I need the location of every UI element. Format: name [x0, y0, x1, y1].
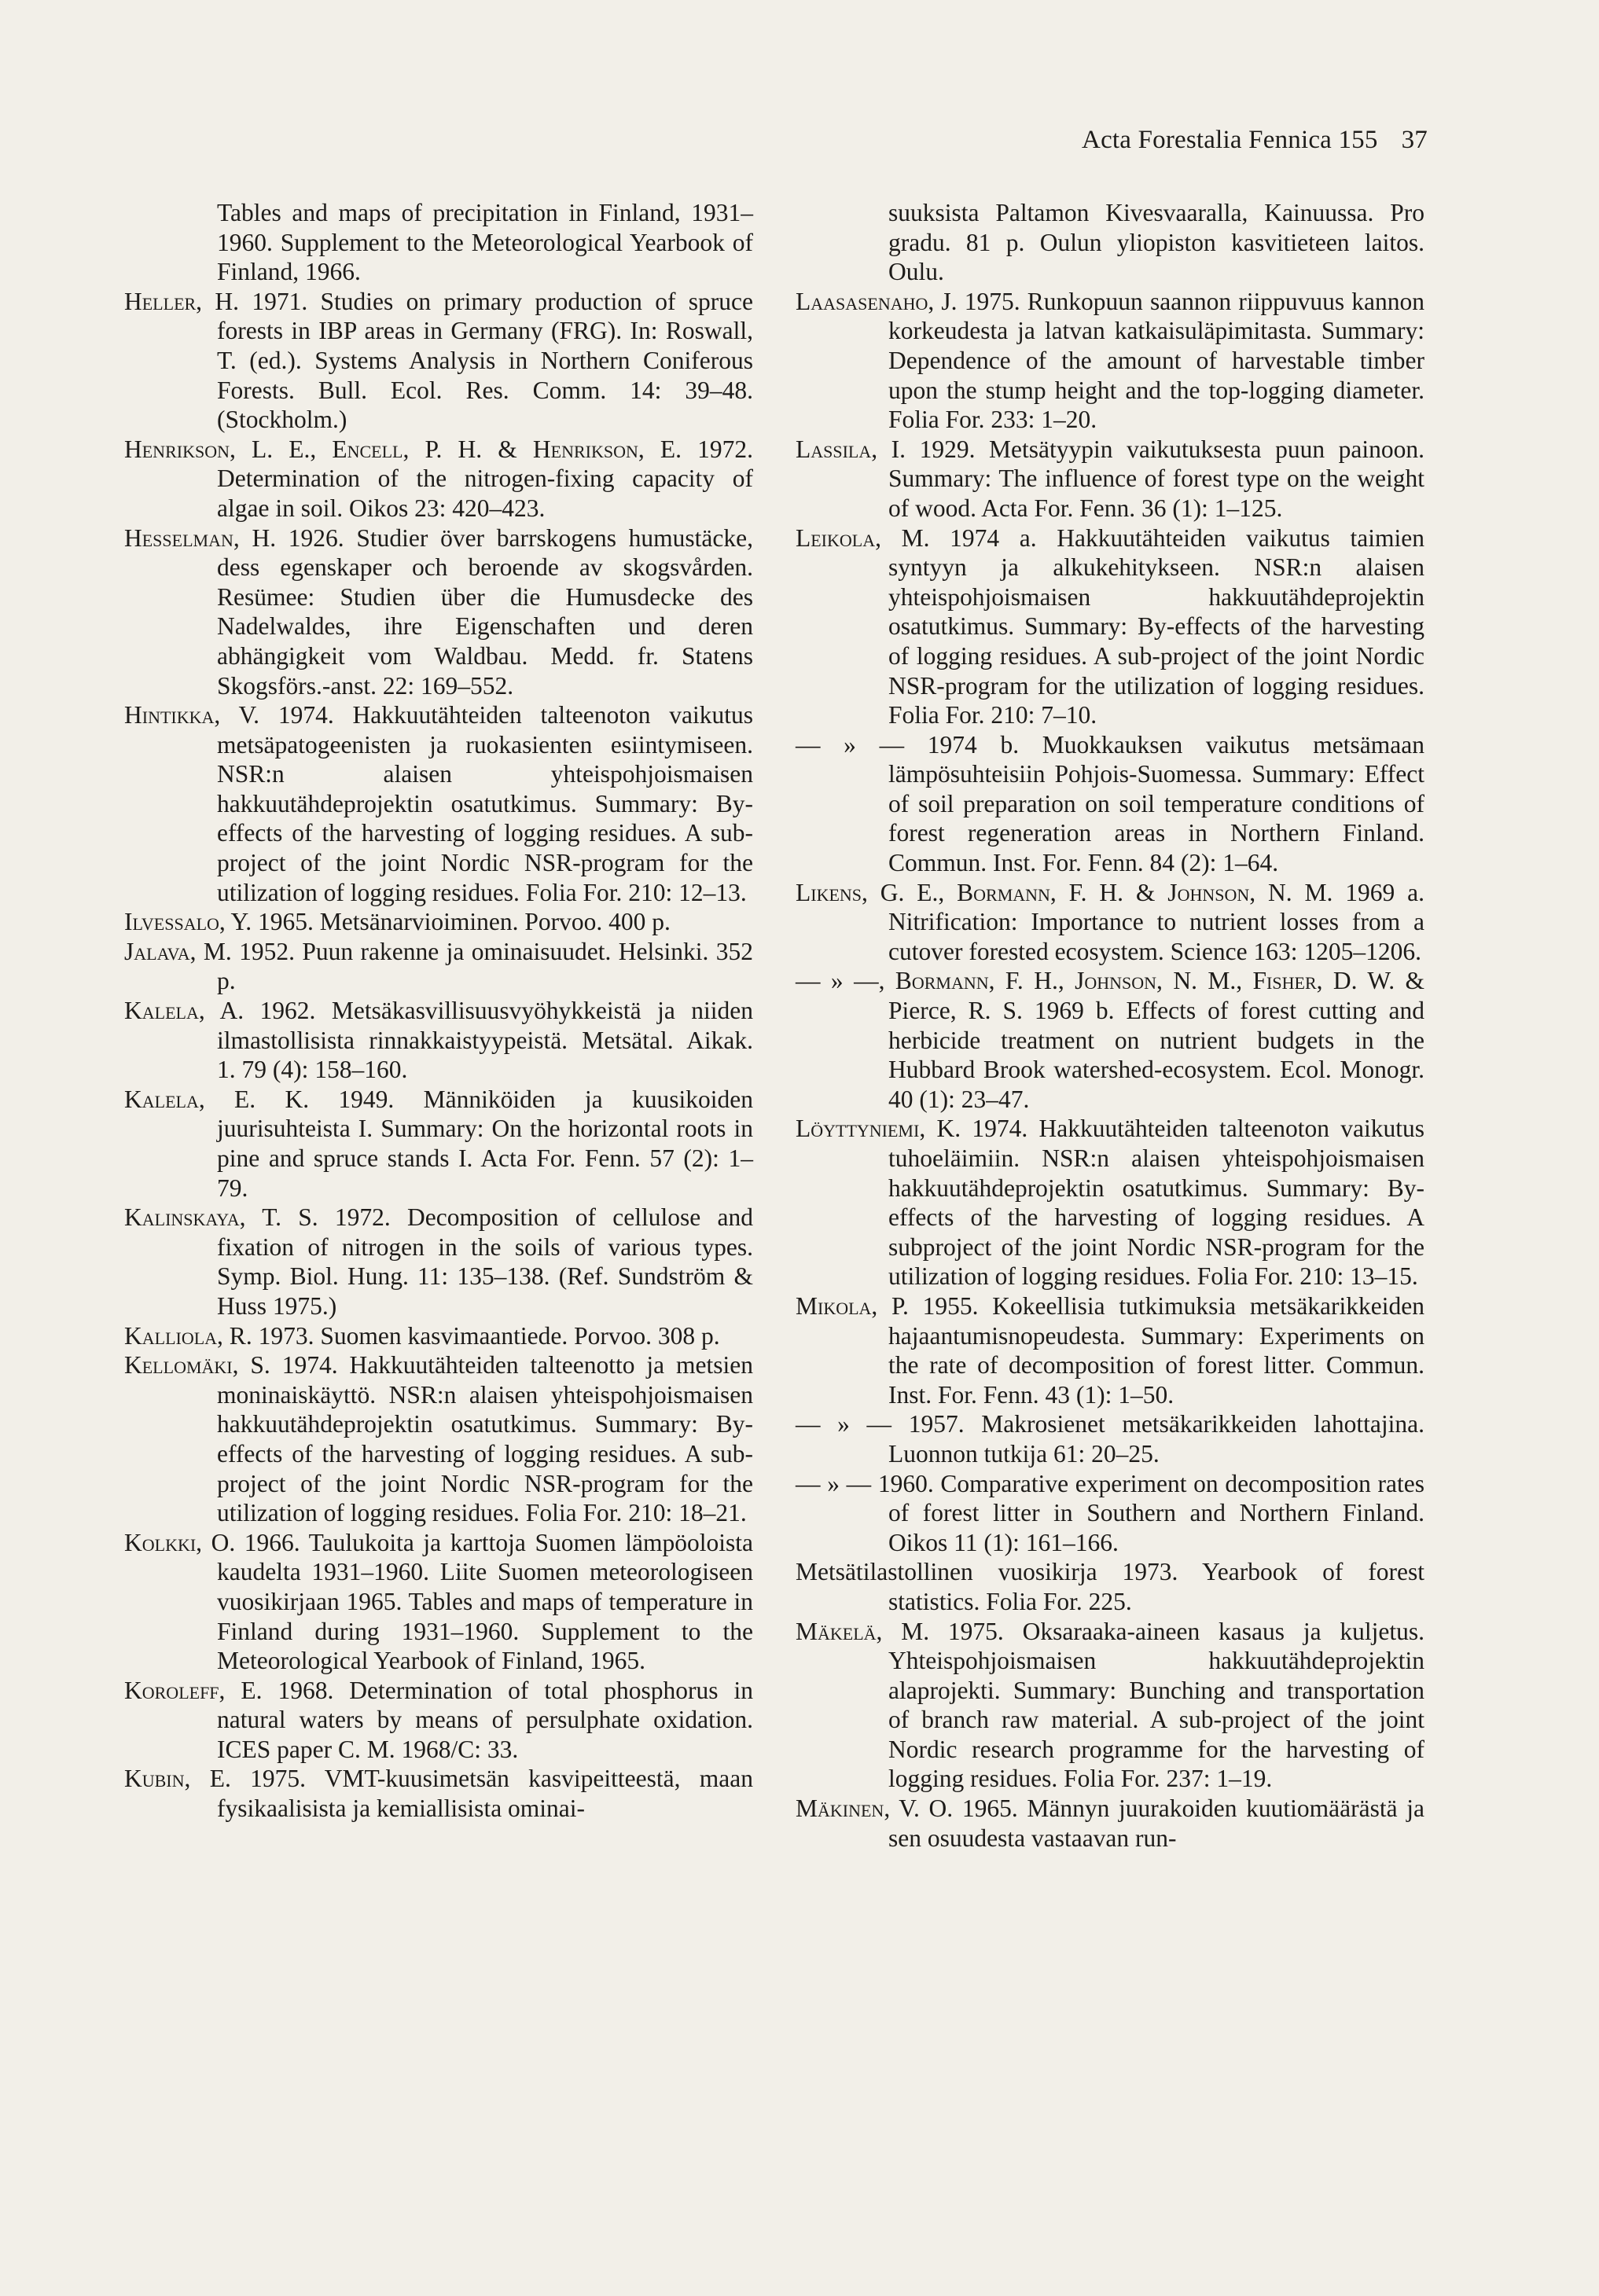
reference-author: Mäkelä, M. [796, 1617, 930, 1645]
reference-entry [796, 198, 1424, 287]
reference-entry [124, 1203, 753, 1321]
reference-entry [796, 1114, 1424, 1291]
reference-entry [796, 287, 1424, 435]
reference-entry [124, 700, 753, 907]
reference-entry [796, 1794, 1424, 1853]
reference-author: Henrikson, L. E., Encell, P. H. & Henrikson, [124, 435, 645, 463]
reference-text: 1974. Hakkuutähteiden talteenoton vaikutus tuhoeläimiin. NSR:n alaisen yhteispohjoismaisen hakkuutähdeprojektin osatutkimus. Summary: By-effects of the harvesting of logging residues. A subproject of the joint Nordic NSR-program for the utilization of logging residues. Folia For. 210: 13–15. [888, 1115, 1424, 1291]
reference-entry [124, 1676, 753, 1765]
reference-author: — » — [796, 1469, 872, 1497]
reference-entry [124, 198, 753, 287]
reference-entry [124, 1321, 753, 1351]
reference-entry [796, 435, 1424, 523]
reference-entry [124, 1764, 753, 1823]
page-number: 37 [1401, 126, 1428, 154]
reference-author: Laasasenaho, J. [796, 287, 958, 315]
reference-text: 1962. Metsäkasvillisuusvyöhykkeistä ja niiden ilmastollisista rinnakkaistyypeistä. Metsätal. Aikak. 1. 79 (4): 158–160. [217, 997, 754, 1084]
reference-author: Ilvessalo, Y. [124, 908, 252, 936]
reference-text: 1971. Studies on primary production of spruce forests in IBP areas in Germany (FRG). In: Roswall, T. (ed.). Systems Analysis in Northern Coniferous Forests. Bull. Ecol. Res. Comm. 14: 39–48. (Stockholm.) [217, 287, 753, 434]
reference-entry [124, 523, 753, 701]
reference-text: 1975. Runkopuun saannon riippuvuus kannon korkeudesta ja latvan katkaisuläpimitasta. Summary: Dependence of the amount of harvestable timber upon the stump height and the top-logging diameter. Folia For. 233: 1–20. [888, 287, 1424, 434]
reference-entry [796, 730, 1424, 878]
reference-text: E. 1972. Determination of the nitrogen-fixing capacity of algae in soil. Oikos 23: 420–423. [217, 435, 754, 522]
reference-author: Likens, G. E., Bormann, F. H. & Johnson, N. M. [796, 878, 1333, 906]
reference-text: 1966. Taulukoita ja karttoja Suomen lämpöoloista kaudelta 1931–1960. Liite Suomen meteorologiseen vuosikirjaan 1965. Tables and maps of temperature in Finland during 1931–1960. Supplement to the Meteorological Yearbook of Finland, 1965. [217, 1528, 753, 1675]
reference-entry [124, 287, 753, 435]
reference-author: Jalava, M. [124, 937, 232, 965]
reference-text: 1952. Puun rakenne ja ominaisuudet. Helsinki. 352 p. [217, 937, 753, 995]
reference-author: — » — [796, 1410, 892, 1438]
reference-entry [796, 966, 1424, 1114]
reference-author: Mikola, P. [796, 1291, 909, 1320]
reference-text: 1965. Metsänarvioiminen. Porvoo. 400 p. [252, 908, 671, 936]
reference-text: 1955. Kokeellisia tutkimuksia metsäkarikkeiden hajaantumisnopeudesta. Summary: Experiments on the rate of decomposition of forest litter. Commun. Inst. For. Fenn. 43 (1): 1–50. [888, 1291, 1424, 1409]
reference-author: Mäkinen, V. O. [796, 1795, 954, 1823]
reference-text: 1968. Determination of total phosphorus in natural waters by means of persulphate oxidation. ICES paper C. M. 1968/C: 33. [217, 1676, 753, 1763]
reference-author: Heller, H. [124, 287, 239, 315]
reference-text: 1974. Hakkuutähteiden talteenoton vaikutus metsäpatogeenisten ja ruokasienten esiintymiseen. NSR:n alaisen yhteispohjoismaisen hakkuutähdeprojektin osatutkimus. Summary: By-effects of the harvesting of logging residues. A sub-project of the joint Nordic NSR-program for the utilization of logging residues. Folia For. 210: 12–13. [217, 701, 753, 906]
reference-entry [796, 1469, 1424, 1558]
reference-author: Hintikka, V. [124, 701, 260, 729]
reference-author: Kalela, E. K. [124, 1085, 310, 1113]
reference-text: 1969 a. Nitrification: Importance to nutrient losses from a cutover forested ecosystem. Science 163: 1205–1206. [888, 878, 1424, 965]
reference-text: D. W. & Pierce, R. S. 1969 b. Effects of forest cutting and herbicide treatment on nutrient budgets in the Hubbard Brook watershed-ecosystem. Ecol. Monogr. 40 (1): 23–47. [888, 967, 1424, 1113]
reference-text: 1929. Metsätyypin vaikutuksesta puun painoon. Summary: The influence of forest type on the weight of wood. Acta For. Fenn. 36 (1): 1–125. [888, 435, 1424, 522]
reference-text: 1973. Suomen kasvimaantiede. Porvoo. 308 p. [252, 1321, 720, 1350]
reference-entry [124, 1528, 753, 1676]
right-column [796, 198, 1424, 1853]
reference-entry [796, 523, 1424, 730]
reference-author: Koroleff, E. [124, 1676, 263, 1704]
reference-author: Lassila, I. [796, 435, 906, 463]
left-column [124, 198, 753, 1824]
reference-text: 1972. Decomposition of cellulose and fixation of nitrogen in the soils of various types. Symp. Biol. Hung. 11: 135–138. (Ref. Sundström & Huss 1975.) [217, 1203, 753, 1320]
reference-text: 1974. Hakkuutähteiden talteenotto ja metsien moninaiskäyttö. NSR:n alaisen yhteispohjoismaisen hakkuutähdeprojektin osatutkimus. Summary: By-effects of the harvesting of logging residues. A sub-project of the joint Nordic NSR-program for the utilization of logging residues. Folia For. 210: 18–21. [217, 1351, 754, 1527]
reference-entry [124, 435, 753, 523]
journal-title: Acta Forestalia Fennica 155 [1082, 126, 1378, 154]
reference-text: Metsätilastollinen vuosikirja 1973. Yearbook of forest statistics. Folia For. 225. [796, 1558, 1424, 1615]
reference-text: 1974 a. Hakkuutähteiden vaikutus taimien syntyyn ja alkukehitykseen. NSR:n alaisen yhteispohjoismaisen hakkuutähdeprojektin osatutkimus. Summary: By-effects of the harvesting of logging residues. A sub-project of the joint Nordic NSR-program for the utilization of logging residues. Folia For. 210: 7–10. [888, 523, 1424, 729]
reference-text: 1965. Männyn juurakoiden kuutiomäärästä ja sen osuudesta vastaavan run- [888, 1795, 1424, 1852]
reference-text: 1957. Makrosienet metsäkarikkeiden lahottajina. Luonnon tutkija 61: 20–25. [888, 1410, 1424, 1468]
reference-author: Kellomäki, S. [124, 1351, 270, 1379]
reference-entry [124, 996, 753, 1085]
reference-author: Kalela, A. [124, 997, 244, 1025]
reference-text: suuksista Paltamon Kivesvaaralla, Kainuussa. Pro gradu. 81 p. Oulun yliopiston kasvitieteen laitos. Oulu. [888, 199, 1424, 286]
reference-text: 1975. Oksaraaka-aineen kasaus ja kuljetus. Yhteispohjoismaisen hakkuutähdeprojektin alaprojekti. Summary: Bunching and transportation of branch raw material. A sub-project of the joint Nordic research programme for the harvesting of logging residues. Folia For. 237: 1–19. [888, 1617, 1424, 1793]
reference-author: Löyttyniemi, K. [796, 1115, 961, 1143]
reference-text: Tables and maps of precipitation in Finland, 1931–1960. Supplement to the Meteorological Yearbook of Finland, 1966. [217, 199, 753, 286]
reference-author: Kolkki, O. [124, 1528, 236, 1556]
reference-entry [124, 937, 753, 996]
reference-entry [796, 1617, 1424, 1795]
reference-author: Kalinskaya, T. S. [124, 1203, 318, 1232]
running-header [1082, 126, 1428, 155]
reference-text: 1926. Studier över barrskogens humustäcke, dess egenskaper och beroende av skogsvården. Resümee: Studien über die Humusdecke des Nadelwaldes, ihre Eigenschaften und deren abhängigkeit vom Waldbau. Medd. fr. Statens Skogsförs.-anst. 22: 169–552. [217, 523, 753, 700]
reference-author: Kalliola, R. [124, 1321, 252, 1350]
reference-text: 1975. VMT-kuusimetsän kasvipeitteestä, maan fysikaalisista ja kemiallisista ominai- [217, 1765, 753, 1823]
reference-author: — » — [796, 730, 905, 759]
reference-author: Leikola, M. [796, 523, 930, 552]
reference-entry [796, 878, 1424, 967]
reference-text: 1974 b. Muokkauksen vaikutus metsämaan lämpösuhteisiin Pohjois-Suomessa. Summary: Effect of soil preparation on soil temperature conditions of forest regeneration areas in Northern Finland. Commun. Inst. For. Fenn. 84 (2): 1–64. [888, 730, 1424, 877]
reference-text: 1949. Männiköiden ja kuusikoiden juurisuhteista I. Summary: On the horizontal roots in pine and spruce stands I. Acta For. Fenn. 57 (2): 1–79. [217, 1085, 753, 1202]
reference-entry [796, 1409, 1424, 1468]
reference-author: Hesselman, H. [124, 523, 277, 552]
reference-text: 1960. Comparative experiment on decomposition rates of forest litter in Southern and Northern Finland. Oikos 11 (1): 161–166. [871, 1469, 1425, 1556]
reference-entry [124, 1350, 753, 1528]
reference-entry [796, 1291, 1424, 1409]
reference-entry [796, 1557, 1424, 1616]
reference-author: Kubin, E. [124, 1765, 231, 1793]
reference-entry [124, 1085, 753, 1203]
reference-author: — » —, Bormann, F. H., Johnson, N. M., Fisher, [796, 967, 1323, 995]
reference-entry [124, 907, 753, 937]
